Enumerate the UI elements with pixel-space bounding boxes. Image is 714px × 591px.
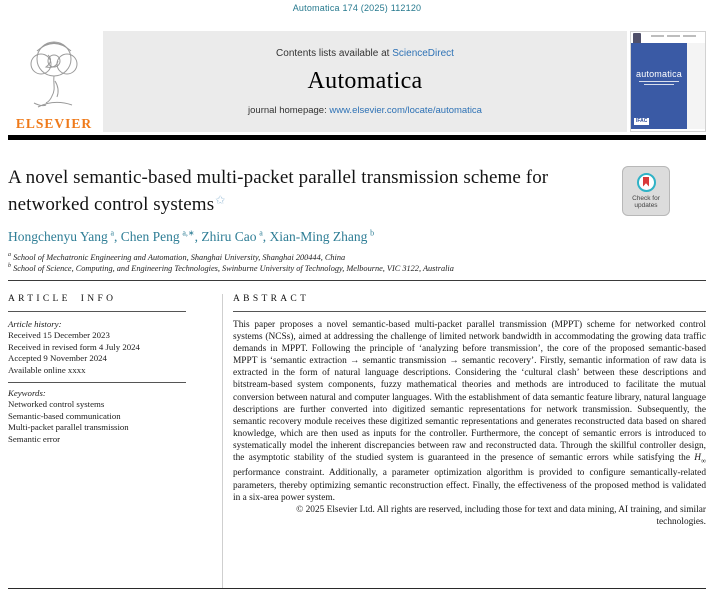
author: Zhiru Cao $^a$ , [201,229,269,244]
article-info-heading: ARTICLE INFO [8,293,117,304]
abstract-column [222,294,706,588]
keywords-block [8,388,192,446]
keyword-item: Networked control systems [8,399,105,410]
history-item: Available online xxxx [8,365,86,375]
rule [8,311,186,312]
cover-subtitle-line [639,81,679,82]
check-for-updates-label: Check for updates [632,194,660,209]
column-divider [222,294,223,588]
journal-title: Automatica [307,67,423,94]
homepage-link[interactable]: www.elsevier.com/locate/automatica [329,104,482,116]
author-list [8,228,706,245]
cover-right-column [687,43,705,129]
contents-prefix: Contents lists available at [276,47,390,59]
history-item: Accepted 9 November 2024 [8,353,107,364]
homepage-prefix: journal homepage: [248,104,327,116]
section-divider [8,280,706,281]
affiliation-a: $^a$ School of Mechatronic Engineering and Automation, Shanghai University, Shanghai 200444, China [8,251,346,262]
cover-journal-title: automatica [635,69,683,79]
keyword-item: Semantic error [8,433,61,444]
author: Chen Peng $^{a,∗}$ , [121,229,202,244]
check-for-updates-badge[interactable] [622,166,670,216]
abstract-text: This paper proposes a novel semantic-based multi-packet parallel transmission (MPPT) scheme for networked control systems (NCSs), aimed at addressing the challenge of limited network bandwidth in accommodating the growing data traffic demands in MPPT. Following the principle of ‘analyzing before transmission’, the core of the proposed semantic-based MPPT is ‘semantic extraction → semantic transmission → semantic recovery’. Firstly, semantic information of raw data is extracted in the form of natural language descriptions. Considering the ‘cultural clash’ between these descriptions and bitstream-based system components, fuzzy mathematical theories and methods are introduced to facilitate the mutual conversion between natural and computer languages. With the establishment of data semantic feature library, natural language descriptions are further converted into digitized semantic representations for network transmission. Subsequently, the semantic recovery module receives these digitized semantic representations and generates reconstructed data based on shared knowledge, which are then used as inputs for the controller. Furthermore, the concept of semantic errors is introduced to systematically model the inherent discrepancies between raw and reconstructed data. Through the skillful controller design, the asymptotic stability of the studied system is guaranteed in the presence of semantic errors while satisfying the $H_\infty$ performance constraint. Additionally, a parameter optimization algorithm is provided to configure semantically-related parameters, thereby optimizing semantic reconstruction effect. Finally, the effectiveness of the proposed method is validated in a six-area power system. [233,319,706,503]
author: Hongchenyu Yang $^a$ , [8,229,121,244]
copyright-notice: © 2025 Elsevier Ltd. All rights are reserved, including those for text and data mining, AI training, and similar technologies. [296,504,706,527]
history-item: Received 15 December 2023 [8,330,110,341]
sciencedirect-link[interactable]: ScienceDirect [392,47,454,59]
cover-top-text [645,35,701,37]
rule [8,382,186,383]
journal-cover-thumbnail[interactable] [630,31,706,132]
elsevier-logo[interactable] [8,31,100,132]
h-infinity-symbol: H [694,453,701,464]
rule [233,311,706,312]
history-label: Article history: [8,318,62,329]
abstract-heading: ABSTRACT [233,293,310,304]
title-section [8,166,706,274]
keyword-item: Multi-packet parallel transmission [8,422,129,433]
affiliations [8,251,706,274]
ifac-logo: IFAC [636,118,648,124]
journal-header [8,31,706,132]
page-title [8,166,608,216]
paper-title-text: A novel semantic-based multi-packet parallel transmission scheme for networked control systems [8,167,549,215]
history-item: Received in revised form 4 July 2024 [8,341,140,352]
crossmark-icon [637,173,656,192]
author: Xian-Ming Zhang $^b$ [269,228,375,244]
homepage-line [248,105,482,116]
bottom-rule [8,588,706,589]
journal-citation: Automatica 174 (2025) 112120 [292,3,422,13]
elsevier-tree-icon [22,31,86,117]
journal-masthead [103,31,627,132]
info-abstract-section [8,294,706,588]
keywords-label: Keywords: [8,387,46,398]
keyword-item: Semantic-based communication [8,410,121,421]
header-divider-bar [8,135,706,140]
article-info-column [8,294,222,588]
article-history [8,319,192,377]
affiliation-b: $^b$ School of Science, Computing, and Engineering Technologies, Swinburne University of Technology, Melbourne, VIC 3122, Australia [8,263,454,273]
h-infinity-sub: ∞ [701,457,706,466]
cover-subtitle-line [644,84,674,85]
title-footnote-mark[interactable]: ✩ [215,193,226,207]
cover-blue-panel [631,43,687,129]
elsevier-wordmark: ELSEVIER [15,115,93,131]
contents-line [276,48,454,59]
